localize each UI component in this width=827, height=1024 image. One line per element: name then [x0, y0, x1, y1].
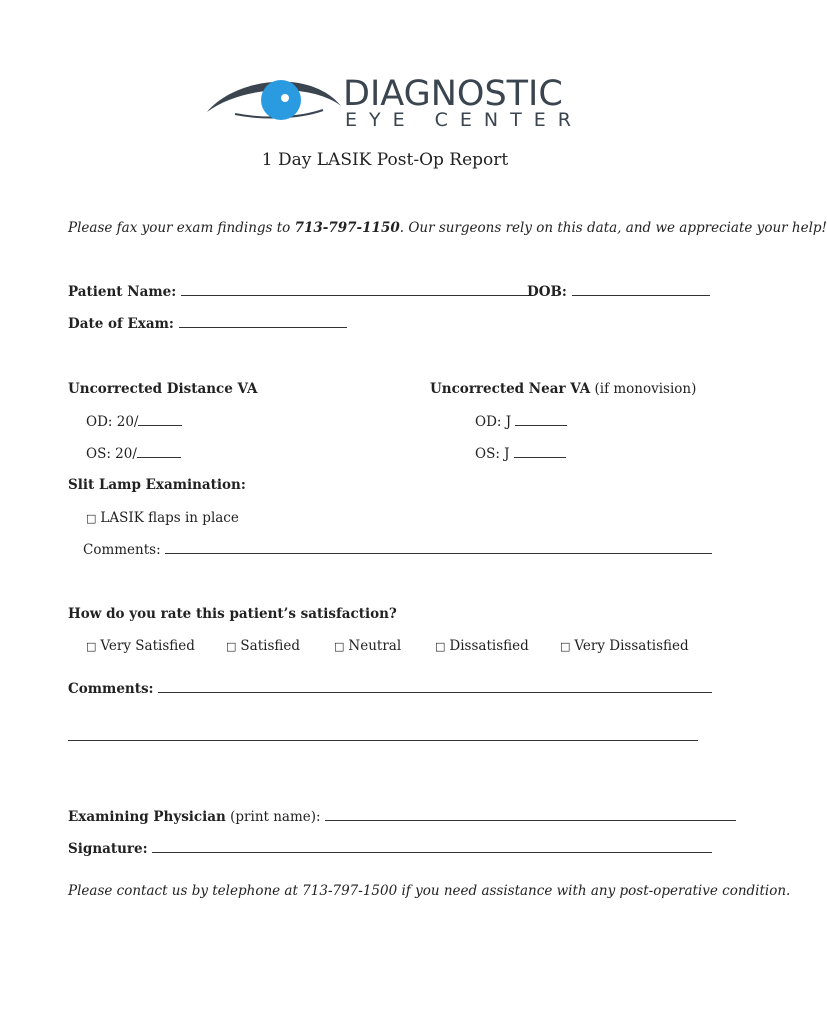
option-very-satisfied[interactable] [86, 638, 195, 654]
lasik-flaps-checkbox[interactable] [86, 510, 239, 526]
checkbox-icon: □ [86, 640, 97, 653]
patient-name-row [68, 284, 533, 300]
option-label: Satisfied [240, 638, 301, 654]
slit-lamp-comments-field[interactable] [165, 542, 712, 554]
checkbox-icon: □ [560, 640, 571, 653]
near-od-field[interactable] [515, 414, 567, 426]
signature-label: Signature: [68, 841, 148, 857]
patient-name-label: Patient Name: [68, 284, 177, 300]
near-od-label: OD: J [475, 414, 512, 430]
logo-text-primary: DIAGNOSTIC [343, 74, 563, 114]
near-va-heading-row [430, 381, 696, 397]
signature-field[interactable] [152, 841, 712, 853]
lasik-flaps-label: LASIK flaps in place [100, 510, 239, 526]
option-label: Very Dissatisfied [574, 638, 689, 654]
dob-label: DOB: [527, 284, 567, 300]
page-title: 1 Day LASIK Post-Op Report [261, 150, 509, 170]
option-dissatisfied[interactable] [435, 638, 529, 654]
fax-note-prefix: Please fax your exam findings to [68, 220, 295, 236]
fax-note-suffix: . Our surgeons rely on this data, and we appreciate your help! [399, 220, 827, 236]
satisfaction-comments-field[interactable] [158, 681, 712, 693]
checkbox-icon: □ [435, 640, 446, 653]
satisfaction-comments-label: Comments: [68, 681, 154, 697]
option-label: Dissatisfied [449, 638, 529, 654]
distance-va-heading: Uncorrected Distance VA [68, 381, 258, 397]
option-label: Very Satisfied [100, 638, 195, 654]
physician-note: (print name): [225, 809, 321, 825]
slit-lamp-heading: Slit Lamp Examination: [68, 477, 246, 493]
option-neutral[interactable] [334, 638, 401, 654]
distance-od-label: OD: 20/ [86, 414, 139, 430]
eye-logo-icon [205, 70, 345, 130]
contact-note: Please contact us by telephone at 713-797-1500 if you need assistance with any post-operative condition. [68, 883, 791, 899]
satisfaction-question: How do you rate this patient’s satisfaction? [68, 606, 397, 622]
distance-os-field[interactable] [137, 446, 181, 458]
physician-label: Examining Physician [68, 809, 226, 825]
dob-field[interactable] [572, 284, 710, 296]
option-satisfied[interactable] [226, 638, 300, 654]
patient-name-field[interactable] [181, 284, 533, 296]
exam-date-row [68, 316, 347, 332]
near-os-label: OS: J [475, 446, 510, 462]
option-label: Neutral [348, 638, 402, 654]
fax-note [68, 220, 827, 236]
fax-number: 713-797-1150 [294, 220, 400, 236]
physician-name-field[interactable] [325, 809, 736, 821]
near-os-row [475, 446, 566, 462]
slit-lamp-comments-label: Comments: [83, 542, 161, 558]
logo-text-secondary: EYE CENTER [345, 109, 583, 131]
comments-extra-line[interactable] [68, 729, 698, 741]
satisfaction-comments-line-2[interactable] [68, 726, 698, 745]
distance-os-row [86, 446, 181, 462]
distance-os-label: OS: 20/ [86, 446, 137, 462]
near-va-heading: Uncorrected Near VA [430, 381, 591, 397]
physician-row [68, 809, 736, 825]
checkbox-icon: □ [334, 640, 345, 653]
slit-lamp-comments-row [83, 542, 712, 558]
checkbox-icon: □ [226, 640, 237, 653]
distance-od-row [86, 414, 182, 430]
exam-date-label: Date of Exam: [68, 316, 174, 332]
dob-row [527, 284, 710, 300]
checkbox-icon: □ [86, 512, 97, 525]
satisfaction-comments-row [68, 681, 712, 697]
option-very-dissatisfied[interactable] [560, 638, 689, 654]
distance-od-field[interactable] [138, 414, 182, 426]
near-od-row [475, 414, 567, 430]
signature-row [68, 841, 712, 857]
near-va-note: (if monovision) [590, 381, 697, 397]
near-os-field[interactable] [514, 446, 566, 458]
exam-date-field[interactable] [179, 316, 347, 328]
